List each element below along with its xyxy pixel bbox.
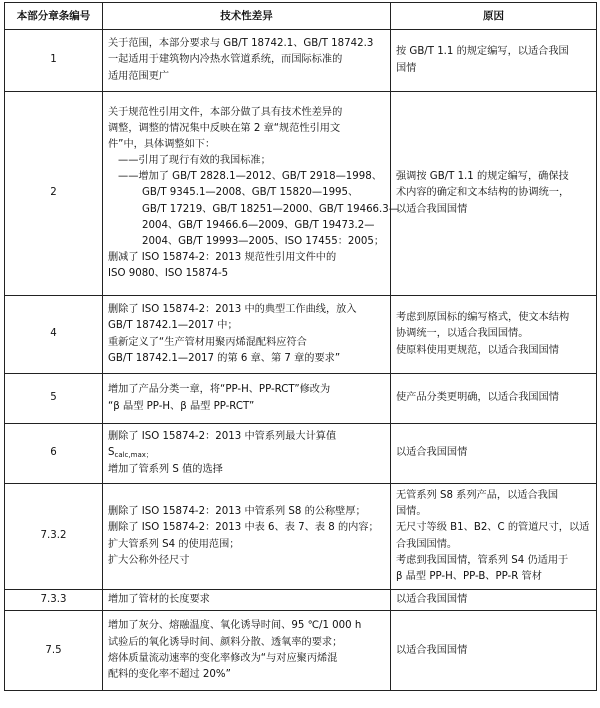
- difference-line: 关于规范性引用文件，本部分做了具有技术性差异的: [108, 106, 343, 118]
- clause-cell: 2: [5, 92, 103, 296]
- difference-line: 2004、GB/T 19993—2005、ISO 17455：2005；: [142, 235, 385, 247]
- difference-line: 增加了产品分类一章，将“PP-H、PP-RCT”修改为: [108, 384, 331, 396]
- difference-line: [108, 445, 385, 461]
- difference-line: 删除了 ISO 15874-2：2013 中管系列最大计算值: [108, 431, 337, 443]
- reason-line: 强调按 GB/T 1.1 的规定编写，确保技: [396, 171, 569, 183]
- difference-line: ——增加了 GB/T 2828.1—2012、GB/T 2918—1998、: [118, 171, 382, 183]
- difference-line: 删除了 ISO 15874-2：2013 中的典型工作曲线，放入: [108, 304, 357, 316]
- difference-line: 一起适用于建筑物内冷热水管道系统，而国际标准的: [108, 54, 343, 66]
- difference-line: 适用范围更广: [108, 70, 170, 82]
- header-clause: 本部分章条编号: [5, 3, 103, 30]
- difference-line: 增加了灰分、熔融温度、氧化诱导时间、95 ℃/1 000 h: [108, 620, 362, 632]
- difference-cell: [103, 424, 391, 484]
- difference-cell: [103, 484, 391, 590]
- difference-line: 扩大公称外径尺寸: [108, 554, 190, 566]
- difference-line: 增加了管系列 S 值的选择: [108, 463, 223, 475]
- table-header-row: [5, 3, 597, 30]
- reason-line: 术内容的确定和文本结构的协调统一，: [396, 187, 570, 199]
- difference-cell: [103, 296, 391, 374]
- clause-cell: 1: [5, 30, 103, 92]
- difference-line: 增加了管材的长度要求: [108, 594, 210, 605]
- reason-cell: [391, 92, 597, 296]
- reason-line: 考虑到我国国情，管系列 S4 仍适用于: [396, 554, 569, 566]
- difference-cell: [103, 30, 391, 92]
- reason-cell: [391, 424, 597, 484]
- difference-cell: [103, 374, 391, 424]
- reason-line: 考虑到原国标的编写格式，使文本结构: [396, 312, 570, 324]
- difference-line: GB/T 17219、GB/T 18251—2000、GB/T 19466.3—: [142, 203, 399, 215]
- difference-line: GB/T 18742.1—2017 中；: [108, 320, 238, 332]
- difference-line: 熔体质量流动速率的变化率修改为“与对应聚丙烯混: [108, 652, 338, 664]
- reason-line: 按 GB/T 1.1 的规定编写，以适合我国: [396, 46, 569, 58]
- difference-line: 删除了 ISO 15874-2：2013 中管系列 S8 的公称壁厚；: [108, 506, 366, 518]
- reason-line: 无管系列 S8 系列产品，以适合我国: [396, 490, 559, 502]
- reason-line: 无尺寸等级 B1、B2、C 的管道尺寸，以适: [396, 522, 590, 534]
- header-reason: 原因: [391, 3, 597, 30]
- reason-line: 以适合我国国情: [396, 203, 468, 215]
- clause-cell: 7.5: [5, 611, 103, 691]
- reason-line: 使原料使用更规范，以适合我国国情: [396, 344, 559, 356]
- clause-cell: 6: [5, 424, 103, 484]
- table-row: [5, 484, 597, 590]
- table-row: [5, 92, 597, 296]
- difference-cell: [103, 92, 399, 296]
- difference-line: “β 晶型 PP-H、β 晶型 PP-RCT”: [108, 400, 255, 412]
- reason-cell: [391, 374, 597, 424]
- reason-line: 协调统一，以适合我国国情。: [396, 328, 529, 340]
- reason-line: 国情。: [396, 506, 427, 518]
- table-row: [5, 296, 597, 374]
- reason-cell: [391, 611, 597, 691]
- difference-line: 调整，调整的情况集中反映在第 2 章“规范性引用文: [108, 123, 341, 134]
- reason-line: 使产品分类更明确，以适合我国国情: [396, 392, 559, 404]
- difference-line: 重新定义了“生产管材用聚丙烯混配料应符合: [108, 336, 307, 348]
- difference-cell: [103, 590, 391, 611]
- clause-cell: 5: [5, 374, 103, 424]
- symbol-subscript: calc,max；: [114, 451, 153, 460]
- reason-line: β 晶型 PP-H、PP-B、PP-R 管材: [396, 570, 542, 582]
- reason-line: 以适合我国国情: [396, 594, 468, 605]
- difference-line: 件”中，具体调整如下：: [108, 139, 216, 151]
- header-difference: 技术性差异: [103, 3, 391, 30]
- difference-line: 扩大管系列 S4 的使用范围；: [108, 538, 240, 550]
- difference-line: GB/T 18742.1—2017 的第 6 章、第 7 章的要求”: [108, 352, 341, 364]
- reason-line: 国情: [396, 62, 417, 74]
- table-row: [5, 611, 597, 691]
- difference-line: 关于范围，本部分要求与 GB/T 18742.1、GB/T 18742.3: [108, 38, 374, 50]
- difference-cell: [103, 611, 391, 691]
- reason-cell: [391, 296, 597, 374]
- reason-cell: [391, 30, 597, 92]
- table-row: [5, 30, 597, 92]
- reason-line: 合我国国情。: [396, 538, 458, 550]
- clause-cell: 4: [5, 296, 103, 374]
- difference-line: 2004、GB/T 19466.6—2009、GB/T 19473.2—: [142, 219, 375, 231]
- difference-line: 试验后的氧化诱导时间、颜料分散、透氧率的要求；: [108, 636, 343, 648]
- technical-differences-table: [4, 2, 597, 691]
- reason-cell: [391, 590, 597, 611]
- difference-line: ISO 9080、ISO 15874-5: [108, 267, 229, 279]
- table-row: [5, 424, 597, 484]
- difference-line: ——引用了现行有效的我国标准；: [118, 155, 271, 167]
- difference-line: 删除了 ISO 15874-2：2013 中表 6、表 7、表 8 的内容；: [108, 522, 379, 534]
- difference-line: GB/T 9345.1—2008、GB/T 15820—1995、: [142, 187, 359, 199]
- clause-cell: 7.3.2: [5, 484, 103, 590]
- reason-line: 以适合我国国情: [396, 644, 468, 656]
- reason-line: 以适合我国国情: [396, 447, 468, 459]
- difference-line: 删减了 ISO 15874-2：2013 规范性引用文件中的: [108, 251, 337, 263]
- table-row: [5, 590, 597, 611]
- reason-cell: [391, 484, 597, 590]
- difference-line: 配料的变化率不超过 20%”: [108, 668, 231, 680]
- table-row: [5, 374, 597, 424]
- clause-cell: 7.3.3: [5, 590, 103, 611]
- symbol-s: S: [108, 447, 115, 459]
